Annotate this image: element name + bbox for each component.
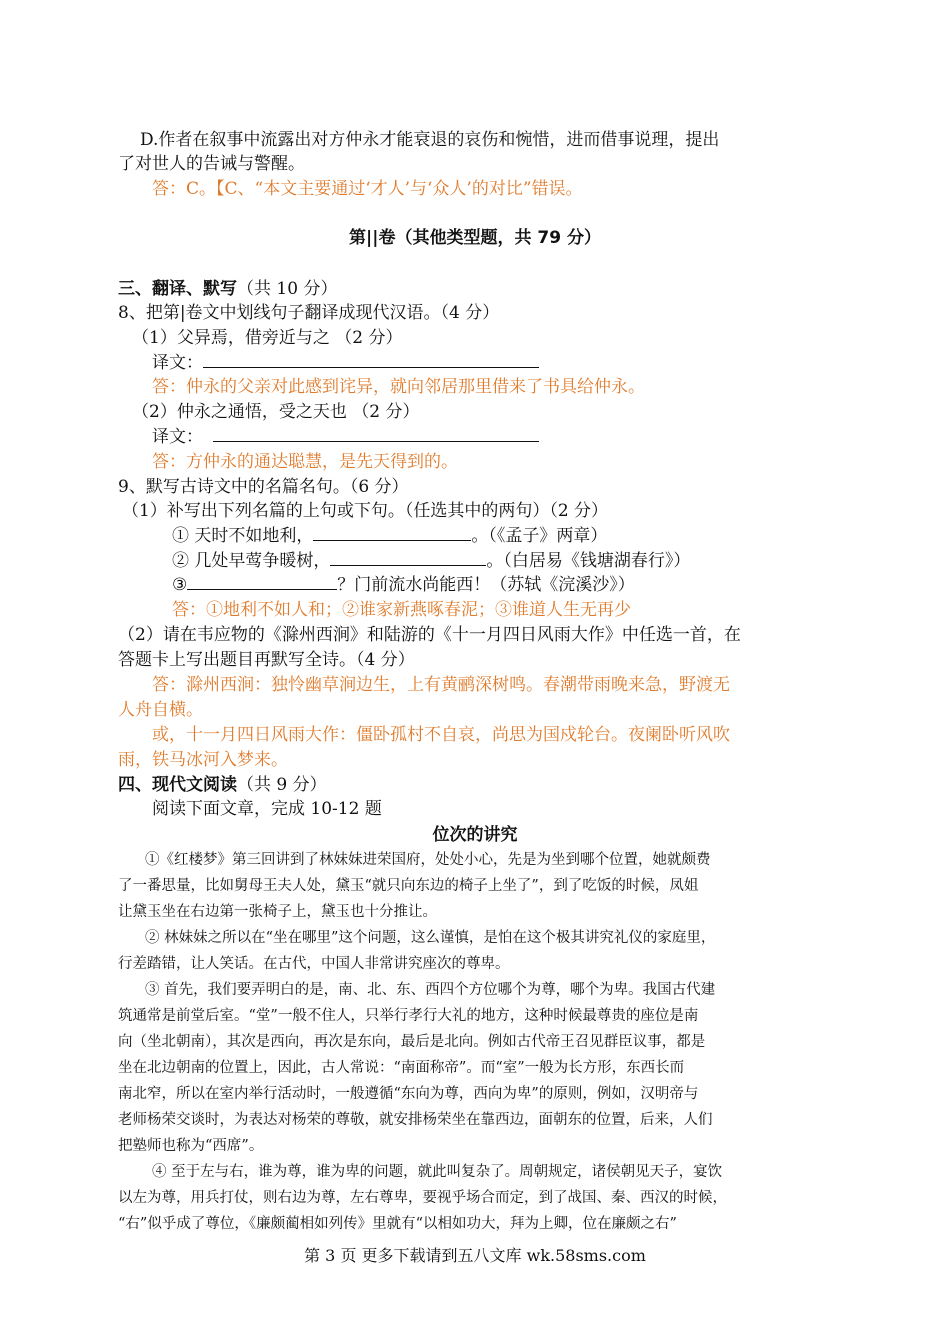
question-9-2-line-1: （2）请在韦应物的《滁州西涧》和陆游的《十一月四日风雨大作》中任选一首，在 (118, 625, 741, 645)
option-d-line-1: D.作者在叙事中流露出对方仲永才能衰退的哀伤和惋惜，进而借事说理，提出 (140, 130, 720, 150)
article-title: 位次的讲究 (432, 825, 518, 845)
question-9: 9、默写古诗文中的名篇名句。（6 分） (118, 477, 409, 497)
translation-blank (203, 351, 539, 368)
fill-blank-c (172, 573, 635, 597)
paragraph-3-line-4: 坐在北边朝南的位置上，因此，古人常说：“南面称帝”。而“室”一般为长方形，东西长而 (118, 1060, 685, 1076)
section-3-points: （共 10 分） (237, 279, 338, 299)
answer-8-1: 答：仲永的父亲对此感到诧异，就向邻居那里借来了书具给仲永。 (152, 377, 645, 397)
paragraph-1-line-3: 让黛玉坐在右边第一张椅子上，黛玉也十分推让。 (118, 904, 437, 920)
section-4-title: 四、现代文阅读 (118, 775, 237, 795)
paragraph-3-line-3: 向（坐北朝南），其次是西向，再次是东向，最后是北向。例如古代帝王召见群臣议事，都是 (118, 1034, 706, 1050)
answer-9-1: 答：①地利不如人和；②谁家新燕啄春泥；③谁道人生无再少 (172, 600, 631, 620)
answer-8-2: 答：方仲永的通达聪慧，是先天得到的。 (152, 452, 458, 472)
paragraph-2-line-1: ② 林妹妹之所以在“坐在哪里”这个问题，这么谨慎，是怕在这个极其讲究礼仪的家庭里， (145, 930, 716, 946)
fill-blank-c-prefix: ③ (172, 575, 188, 595)
paragraph-4-line-2: 以左为尊，用兵打仗，则右边为尊，左右尊卑，要视乎场合而定，到了战国、秦、西汉的时候， (118, 1190, 727, 1206)
fill-blank-c-suffix: ？门前流水尚能西！（苏轼《浣溪沙》） (337, 575, 635, 595)
question-8-2: （2）仲永之通悟，受之天也 （2 分） (132, 402, 420, 422)
translation-label: 译文： (152, 427, 203, 447)
translation-blank (213, 425, 539, 442)
fill-blank-line (313, 524, 471, 541)
question-9-2-line-2: 答题卡上写出题目再默写全诗。（4 分） (118, 650, 415, 670)
question-8: 8、把第|卷文中划线句子翻译成现代汉语。（4 分） (118, 303, 500, 323)
question-9-1: （1）补写出下列名篇的上句或下句。（任选其中的两句）（2 分） (122, 501, 609, 521)
section-4-points: （共 9 分） (237, 775, 327, 795)
part2-title: 第||卷（其他类型题，共 79 分） (349, 228, 601, 248)
fill-blank-a-prefix: ① 天时不如地利， (172, 526, 314, 546)
page-footer: 第 3 页 更多下载请到五八文库 wk.58sms.com (304, 1246, 646, 1265)
fill-blank-b-prefix: ② 几处早莺争暖树， (172, 551, 331, 571)
option-d-line-2: 了对世人的告诫与警醒。 (118, 154, 305, 174)
translation-label: 译文： (152, 353, 203, 373)
fill-blank-line (187, 573, 337, 590)
fill-blank-a (172, 524, 607, 548)
answer-9-2-b-line-1: 或，十一月四日风雨大作：僵卧孤村不自哀，尚思为国戍轮台。夜阑卧听风吹 (152, 725, 730, 745)
paragraph-1-line-2: 了一番思量，比如舅母王夫人处，黛玉“就只向东边的椅子上坐了”，到了吃饭的时候，凤姐 (118, 878, 699, 894)
section-4-heading (118, 773, 327, 797)
paragraph-2-line-2: 行差踏错，让人笑话。在古代，中国人非常讲究座次的尊卑。 (118, 956, 510, 972)
paragraph-1-line-1: ①《红楼梦》第三回讲到了林妹妹进荣国府，处处小心，先是为坐到哪个位置，她就颇费 (145, 852, 711, 868)
translation-line-2 (152, 425, 539, 449)
translation-line-1 (152, 351, 539, 375)
section-4-instruction: 阅读下面文章，完成 10-12 题 (152, 799, 382, 819)
answer-9-2-b-line-2: 雨，铁马冰河入梦来。 (118, 750, 288, 770)
fill-blank-b (172, 549, 690, 573)
section-3-title: 三、翻译、默写 (118, 279, 237, 299)
answer-9-2-a-line-1: 答：滁州西涧：独怜幽草涧边生，上有黄鹂深树鸣。春潮带雨晚来急，野渡无 (152, 675, 730, 695)
paragraph-4-line-1: ④ 至于左与右，谁为尊，谁为卑的问题，就此叫复杂了。周朝规定，诸侯朝见天子，宴饮 (152, 1164, 723, 1180)
answer-9-2-a-line-2: 人舟自横。 (118, 700, 203, 720)
paragraph-3-line-5: 南北窄，所以在室内举行活动时，一般遵循“东向为尊，西向为卑”的原则，例如，汉明帝与 (118, 1086, 699, 1102)
paragraph-3-line-6: 老师杨荣交谈时，为表达对杨荣的尊敬，就安排杨荣坐在靠西边，面朝东的位置，后来，人们 (118, 1112, 713, 1128)
paragraph-3-line-1: ③ 首先，我们要弄明白的是，南、北、东、西四个方位哪个为尊，哪个为卑。我国古代建 (145, 982, 716, 998)
paragraph-3-line-2: 筑通常是前堂后室。“堂”一般不住人，只举行孝行大礼的地方，这种时候最尊贵的座位是南 (118, 1008, 699, 1024)
fill-blank-line (330, 549, 486, 566)
paragraph-3-line-7: 把塾师也称为“西席”。 (118, 1138, 264, 1154)
question-8-1: （1）父异焉，借旁近与之 （2 分） (132, 328, 403, 348)
section-3-heading (118, 277, 337, 301)
fill-blank-a-suffix: 。（《孟子》两章） (471, 526, 608, 546)
answer-7: 答：C。【C、“本文主要通过‘才人’与‘众人’的对比”错误。 (152, 179, 583, 199)
fill-blank-b-suffix: 。（白居易《钱塘湖春行》） (486, 551, 691, 571)
paragraph-4-line-3: “右”似乎成了尊位，《廉颇蔺相如列传》里就有“以相如功大，拜为上卿，位在廉颇之右” (118, 1216, 677, 1232)
